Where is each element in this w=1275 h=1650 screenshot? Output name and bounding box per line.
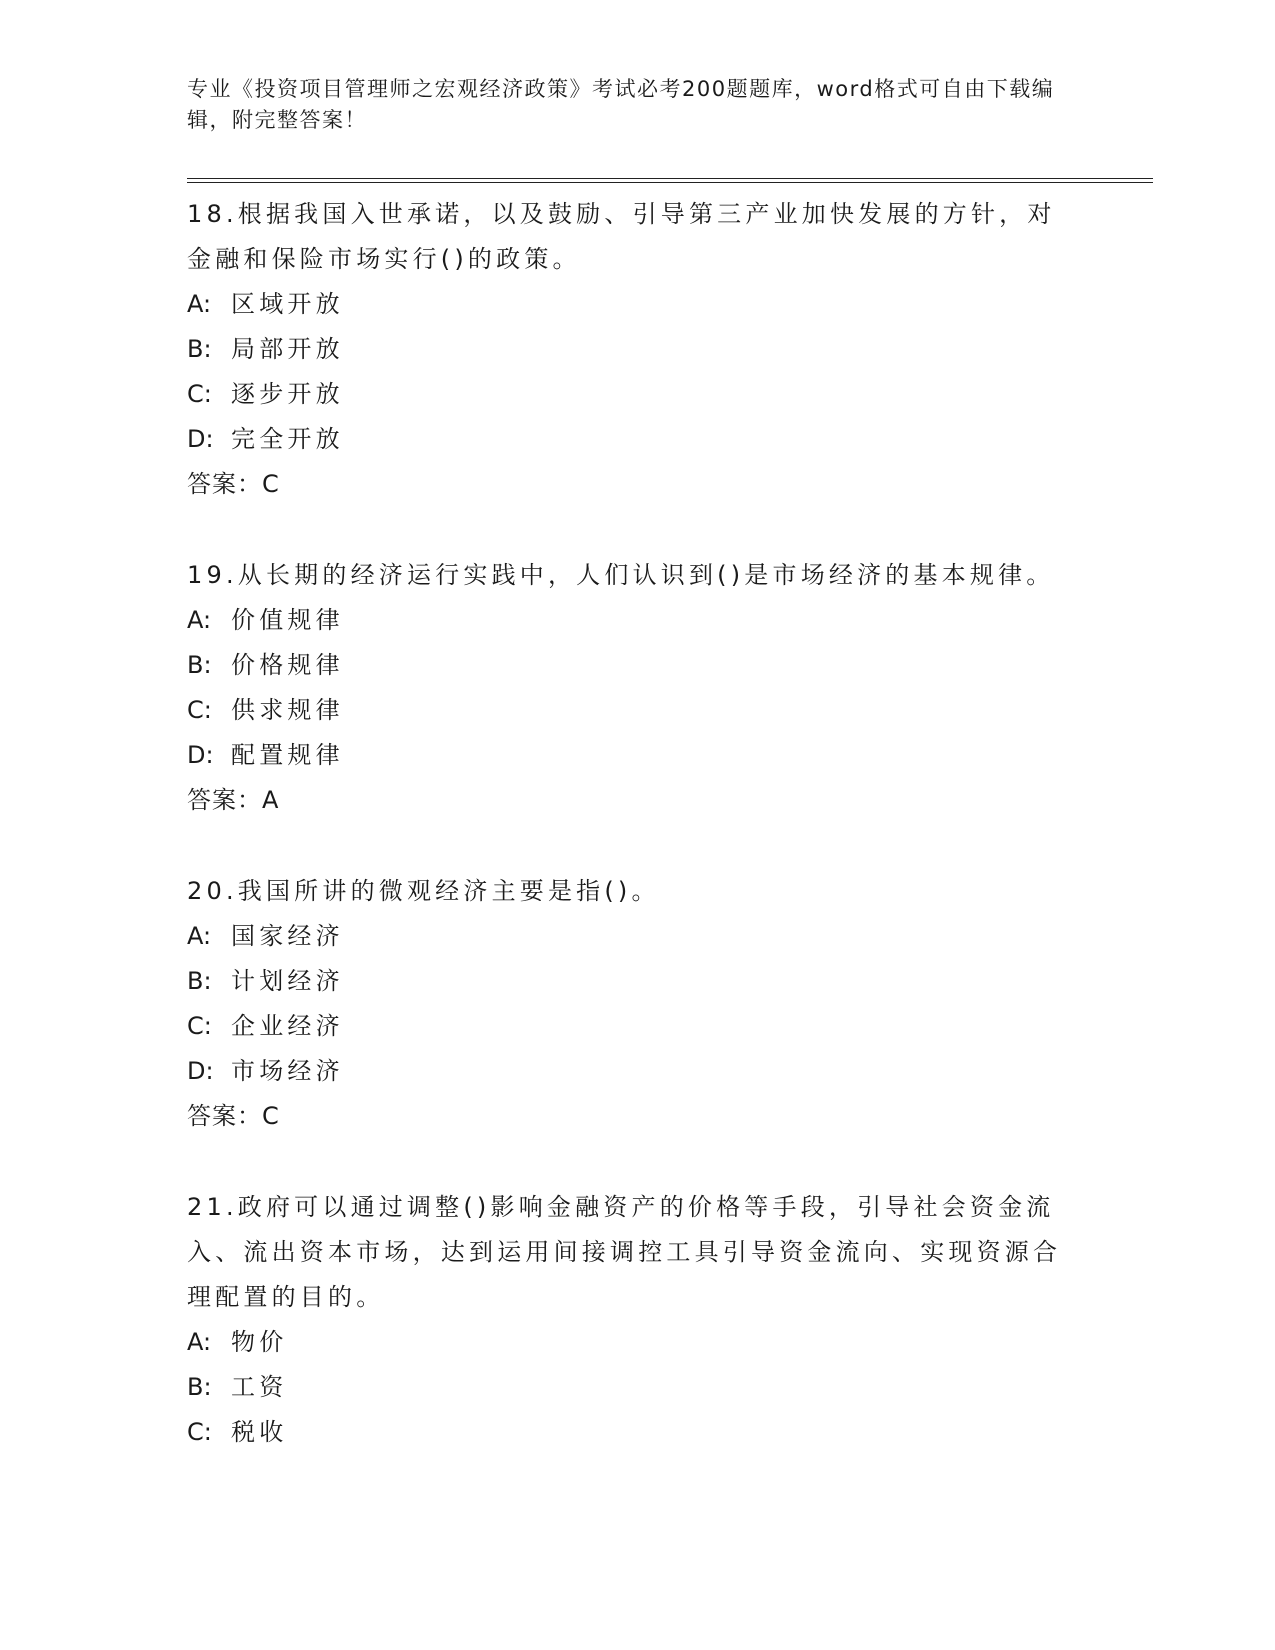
option-key: A: bbox=[187, 606, 212, 634]
answer-line: 答案：C bbox=[187, 470, 280, 498]
option-c bbox=[187, 1410, 1067, 1455]
option-text: 物价 bbox=[231, 1328, 288, 1356]
option-a bbox=[187, 914, 1067, 959]
question-text: 21.政府可以通过调整()影响金融资产的价格等手段，引导社会资金流入、流出资本市场，达到运用间接调控工具引导资金流向、实现资源合理配置的目的。 bbox=[187, 1193, 1062, 1311]
question-text: 20.我国所讲的微观经济主要是指()。 bbox=[187, 877, 660, 905]
document-page bbox=[187, 0, 1157, 1650]
option-b bbox=[187, 643, 1067, 688]
option-d bbox=[187, 417, 1067, 462]
option-key: B: bbox=[187, 967, 212, 995]
option-text: 企业经济 bbox=[231, 1012, 344, 1040]
option-text: 工资 bbox=[231, 1373, 288, 1401]
option-key: D: bbox=[187, 425, 214, 453]
option-b bbox=[187, 1365, 1067, 1410]
option-key: D: bbox=[187, 1057, 214, 1085]
option-text: 逐步开放 bbox=[231, 380, 344, 408]
option-key: A: bbox=[187, 922, 212, 950]
option-key: C: bbox=[187, 380, 212, 408]
option-key: C: bbox=[187, 1418, 212, 1446]
option-key: C: bbox=[187, 696, 212, 724]
option-text: 供求规律 bbox=[231, 696, 344, 724]
option-key: A: bbox=[187, 1328, 212, 1356]
option-c bbox=[187, 688, 1067, 733]
question-19 bbox=[187, 553, 1067, 823]
question-text: 18.根据我国入世承诺，以及鼓励、引导第三产业加快发展的方针，对金融和保险市场实行()的政策。 bbox=[187, 200, 1056, 273]
option-text: 区域开放 bbox=[231, 290, 344, 318]
option-text: 国家经济 bbox=[231, 922, 344, 950]
question-list bbox=[187, 192, 1067, 1501]
question-text: 19.从长期的经济运行实践中，人们认识到()是市场经济的基本规律。 bbox=[187, 561, 1055, 589]
option-a bbox=[187, 282, 1067, 327]
option-c bbox=[187, 372, 1067, 417]
option-text: 价格规律 bbox=[231, 651, 344, 679]
document-header: 专业《投资项目管理师之宏观经济政策》考试必考200题题库，word格式可自由下载编辑，附完整答案！ bbox=[187, 77, 1055, 132]
option-text: 完全开放 bbox=[231, 425, 344, 453]
option-key: D: bbox=[187, 741, 214, 769]
option-text: 价值规律 bbox=[231, 606, 344, 634]
header-divider bbox=[187, 178, 1153, 183]
option-text: 计划经济 bbox=[231, 967, 344, 995]
question-21 bbox=[187, 1185, 1067, 1455]
option-text: 市场经济 bbox=[231, 1057, 344, 1085]
option-b bbox=[187, 327, 1067, 372]
option-d bbox=[187, 733, 1067, 778]
option-key: B: bbox=[187, 651, 212, 679]
option-text: 配置规律 bbox=[231, 741, 344, 769]
question-18 bbox=[187, 192, 1067, 507]
option-a bbox=[187, 598, 1067, 643]
option-key: A: bbox=[187, 290, 212, 318]
option-text: 局部开放 bbox=[231, 335, 344, 363]
option-text: 税收 bbox=[231, 1418, 288, 1446]
answer-line: 答案：A bbox=[187, 786, 280, 814]
option-b bbox=[187, 959, 1067, 1004]
option-d bbox=[187, 1049, 1067, 1094]
option-c bbox=[187, 1004, 1067, 1049]
option-a bbox=[187, 1320, 1067, 1365]
option-key: B: bbox=[187, 335, 212, 363]
question-20 bbox=[187, 869, 1067, 1139]
option-key: B: bbox=[187, 1373, 212, 1401]
answer-line: 答案：C bbox=[187, 1102, 280, 1130]
option-key: C: bbox=[187, 1012, 212, 1040]
